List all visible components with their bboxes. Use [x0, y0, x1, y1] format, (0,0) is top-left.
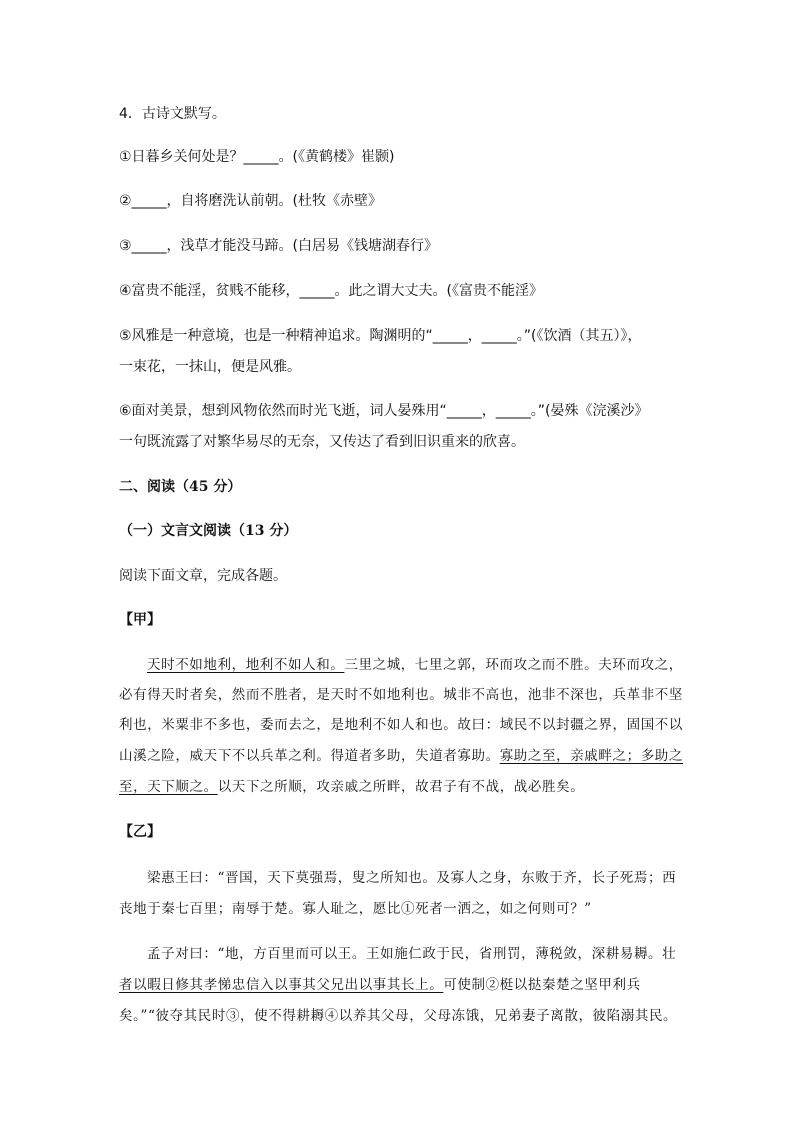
underlined-text: 天时不如地利，地利不如人和。 [147, 657, 345, 673]
passage-text: 可使制②梃以挞秦楚之坚甲利兵 [443, 977, 641, 993]
passage-jia-line-2: 必有得天时者矣，然而不胜者，是天时不如地利也。城非不高也，池非不深也，兵革非不坚 [119, 687, 683, 703]
passage-text: 三里之城，七里之郭，环而攻之而不胜。夫环而攻之， [344, 657, 683, 673]
reading-instruction: 阅读下面文章，完成各题。 [119, 568, 287, 584]
dictation-item-4: ④富贵不能淫，贫贱不能移，_____。此之谓大丈夫。(《富贵不能淫》 [119, 283, 544, 299]
underlined-text: 至，天下顺之。 [119, 779, 218, 795]
dictation-item-2: ②_____，自将磨洗认前朝。(杜牧《赤壁》 [119, 193, 383, 209]
underlined-text: 寡助之至，亲戚畔之；多助之 [499, 748, 684, 764]
underlined-text: 者以暇日修其孝悌忠信入以事其父兄出以事其长上。 [119, 977, 444, 993]
section-2-heading: 二、阅读（45 分） [119, 479, 242, 495]
dictation-item-5-cont: 一束花，一抹山，便是风雅。 [119, 359, 301, 375]
passage-yi-line-2: 丧地于秦七百里；南辱于楚。寡人耻之，愿比①死者一洒之，如之何则可？” [119, 901, 592, 917]
question-4-heading: 4．古诗文默写。 [119, 106, 226, 122]
dictation-item-6: ⑥面对美景，想到风物依然而时光飞逝，词人晏殊用“_____，_____。”(晏殊《浣溪沙》 [119, 403, 649, 419]
passage-yi-line-4 [119, 975, 641, 995]
passage-yi-line-5: 矣。”“彼夺其民时③，使不得耕耨④以养其父母，父母冻饿，兄弟妻子离散，彼陷溺其民。 [119, 1008, 678, 1024]
classical-reading-heading: （一）文言文阅读（13 分） [119, 523, 298, 539]
passage-text: 以天下之所顺，攻亲戚之所畔，故君子有不战，战必胜矣。 [217, 779, 585, 795]
passage-jia-label: 【甲】 [119, 612, 161, 628]
dictation-item-6-cont: 一句既流露了对繁华易尽的无奈，又传达了看到旧识重来的欣喜。 [119, 434, 525, 450]
passage-jia-line-3: 利也，米粟非不多也，委而去之，是地利不如人和也。故曰：域民不以封疆之界，固国不以 [119, 717, 683, 733]
passage-text: 山溪之险，威天下不以兵革之利。得道者多助，失道者寡助。 [119, 748, 500, 764]
passage-yi-label: 【乙】 [119, 824, 161, 840]
dictation-item-5: ⑤风雅是一种意境，也是一种精神追求。陶渊明的“_____，_____。”(《饮酒（其五）》， [119, 328, 642, 344]
dictation-item-3: ③_____，浅草才能没马蹄。(白居易《钱塘湖春行》 [119, 238, 439, 254]
passage-yi-line-3: 孟子对曰：“地，方百里而可以王。王如施仁政于民，省刑罚，薄税敛，深耕易耨。壮 [147, 946, 677, 962]
dictation-item-1: ①日暮乡关何处是？_____。(《黄鹤楼》崔颢) [119, 149, 395, 165]
passage-jia-line-4 [119, 746, 683, 766]
passage-jia-line-1 [147, 655, 683, 675]
passage-jia-line-5 [119, 777, 584, 797]
passage-yi-line-1: 梁惠王曰：“晋国，天下莫强焉，叟之所知也。及寡人之身，东败于齐，长子死焉；西 [147, 870, 677, 886]
